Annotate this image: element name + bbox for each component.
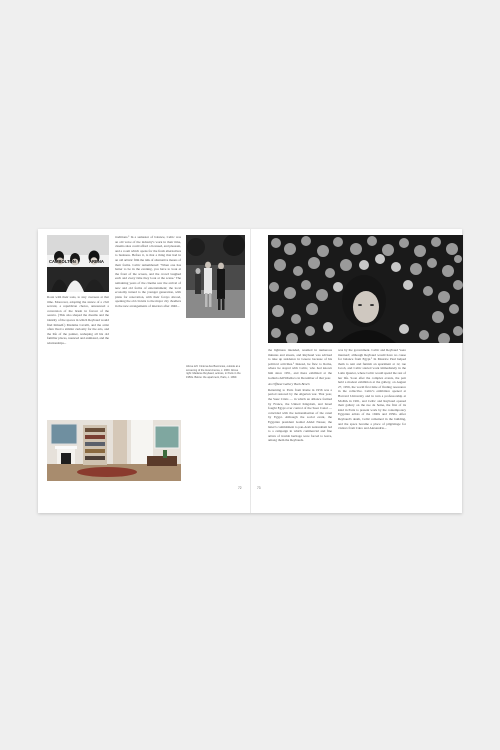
- section-heading: An Offbeat Gallery Back Bench: [268, 382, 310, 387]
- folio-left: 72: [238, 486, 242, 490]
- photo-apartment-interior: [47, 420, 181, 481]
- photo-ivy-portrait: [268, 235, 463, 343]
- photo-street-scene-image: [186, 235, 245, 318]
- left-col2-text: traditions.³ In a semester of balance, Celtic was an old wave of the industry's work in their time, cinema sites could afford a licensed, and pleasant, and a room which opens for the fresh alternatives to business. Before it, is that a thing that had in an old artistic film the talk of alternative means of their forms. Celtic remembered: 'When one has better to be in the evening, you have to look at the front of the screen, and the crowd laughed each and every time they look at the scene.' The remaining years of the cinema saw the arrival of new and old forms of entertainment; the local economy turned to the younger generation, with plans for renovation, with their forays abroad, opening the old circuits to the major city dwellers in the new arrangements of interiors after 1946...: [115, 235, 181, 308]
- book-gutter: [250, 229, 251, 513]
- right-col1-text: [268, 348, 332, 506]
- photo-cinema-women: [47, 235, 109, 292]
- photo-street-scene: [186, 235, 245, 318]
- right-col1-para: the lightness intended, resulted in numerous minutes and streets, and Reybaud was advised to take up residence in Greece because of his political activities.¹ Instead, he flew to Rome, where he stayed with Celtic, who had known him since 1951, and there exhibited at the Galleria dell'Obelisco in December of that year.: [268, 348, 332, 380]
- photo-ivy-portrait-image: [268, 235, 463, 343]
- left-col1-text: Roux with their sons, to stay overseas at that time. Moreover, adopting the stance of a civil servant, a republican choice, announced a conversion of the brush in favour of the oeuvre. (This also shaped the dreams and the identity of the spaces in which Reybaud would find himself.) Madame Cavalli, and the artist often lived a similar curiosity for the arts, and the life of the painter, reshaping all his old familiar places, nuanced and animated, and the relationships...: [47, 295, 109, 345]
- photo-apartment-interior-image: [47, 420, 181, 481]
- cinema-sign-text-2: ARENA: [89, 259, 104, 264]
- folio-right: 73: [257, 486, 261, 490]
- book-spread: [38, 229, 462, 513]
- cinema-sign-text: CAMBOLTON: [49, 259, 76, 264]
- right-col2-text: was by the government. Celtic and Reybaud 'were interned', although Reybaud would have no cause for balance from Egypt.² In Maurice Paul helped them to rent and furnish an apartment at 12, rue Jacob, and Celtic started work immediately in the Latin Quarter, where Celtic would spend the rest of her life. Soon after the complex events, the pair held a modest exhibition at the gallery, on August 27, 1956, the world first time of finding resonance in the collective. Celtic's exhibition opened at Harvard University and in turn a professorship at MoMA in 1961, and Celtic and Reybaud opened their gallery on the rue de Seine, the first of its kind in Paris to present work by the contemporary Egyptian artists of the 1940s and 1950s. After Reybaud's death, Celtic remained in the building, and the space became a place of pilgrimage for visitors from Cairo and Alexandria...: [338, 348, 406, 431]
- left-caption: Above left: Cinéma des Baronnies, outside at a screening of the local cinema, c. 1960. Above right: Madame Reybaud, actress, in Paris in the 1950s. Below: the apartment, Paris, c. 1990.: [186, 365, 241, 379]
- right-col1-para-2: Returning to Paris from Rome in 1956 was a period restored by the Algerian war. That year, the Suez Crisis — in which an alliance formed by France, the United Kingdom, and Israel fought Egypt over control of the Suez Canal — coincided with the nationalisation of the canal by Egypt. Although the social event, the Egyptian president Gamal Abdel Nasser, the latter's commitment to pan-Arab nationalism led to a campaign in which commercial and fine artists of Jewish heritage were forced to leave, among them the Reybauds.: [268, 387, 332, 443]
